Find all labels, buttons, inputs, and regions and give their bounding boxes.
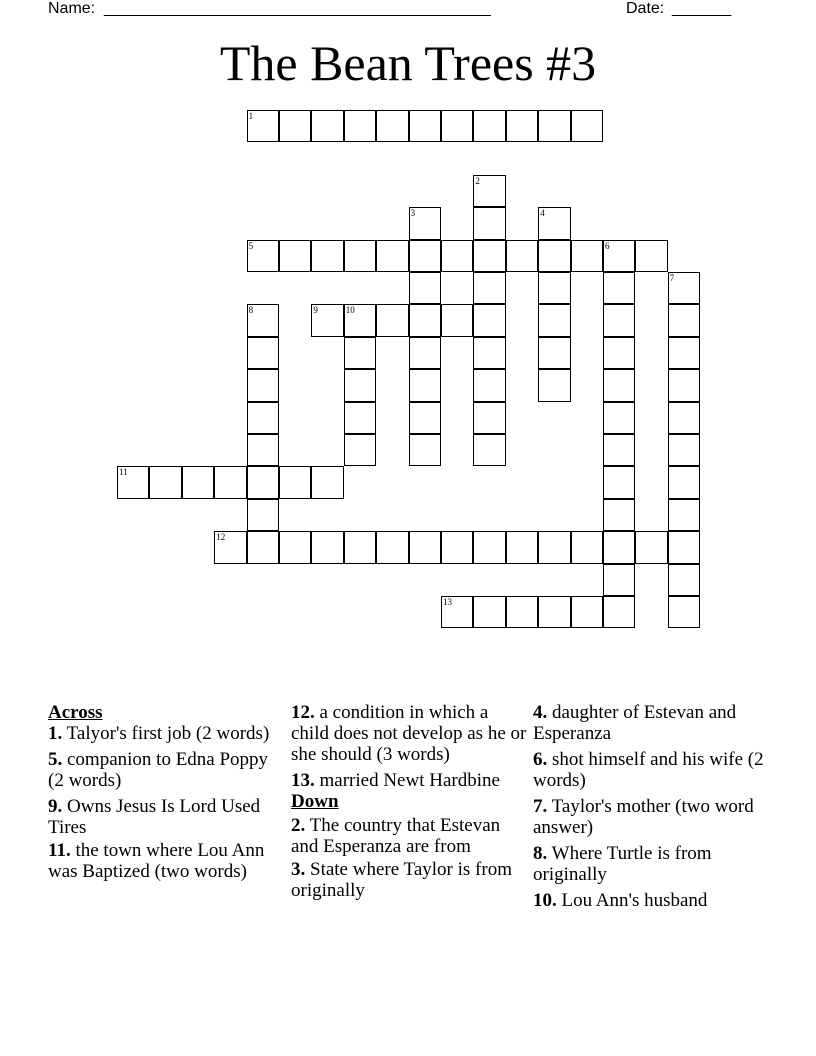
cell-number: 4 bbox=[540, 208, 545, 219]
grid-cell[interactable] bbox=[668, 499, 700, 531]
grid-cell[interactable] bbox=[603, 564, 635, 596]
grid-cell[interactable] bbox=[538, 110, 570, 142]
grid-cell[interactable] bbox=[538, 596, 570, 628]
grid-cell[interactable] bbox=[538, 240, 570, 272]
grid-cell[interactable] bbox=[538, 369, 570, 401]
grid-cell[interactable] bbox=[441, 531, 473, 563]
grid-cell[interactable] bbox=[344, 531, 376, 563]
grid-cell[interactable] bbox=[473, 175, 505, 207]
grid-cell[interactable] bbox=[571, 531, 603, 563]
cell-number: 11 bbox=[119, 467, 128, 478]
grid-cell[interactable] bbox=[311, 240, 343, 272]
grid-cell[interactable] bbox=[344, 304, 376, 336]
grid-cell[interactable] bbox=[409, 207, 441, 239]
grid-cell[interactable] bbox=[473, 596, 505, 628]
clues-column-3 bbox=[533, 702, 769, 916]
grid-cell[interactable] bbox=[571, 240, 603, 272]
grid-cell[interactable] bbox=[603, 466, 635, 498]
grid-cell[interactable] bbox=[603, 272, 635, 304]
grid-cell[interactable] bbox=[538, 531, 570, 563]
grid-cell[interactable] bbox=[279, 110, 311, 142]
grid-cell[interactable] bbox=[603, 369, 635, 401]
grid-cell[interactable] bbox=[279, 240, 311, 272]
grid-cell[interactable] bbox=[344, 402, 376, 434]
grid-cell[interactable] bbox=[409, 402, 441, 434]
clue-across-1: 1. Talyor's first job (2 words) bbox=[48, 723, 270, 744]
grid-cell[interactable] bbox=[214, 466, 246, 498]
grid-cell[interactable] bbox=[247, 304, 279, 336]
grid-cell[interactable] bbox=[668, 369, 700, 401]
grid-cell[interactable] bbox=[247, 434, 279, 466]
clue-down-6: 6. shot himself and his wife (2 words) bbox=[533, 749, 764, 791]
grid-cell[interactable] bbox=[538, 337, 570, 369]
clue-across-11: 11. the town where Lou Ann was Baptized (two words) bbox=[48, 840, 265, 882]
grid-cell[interactable] bbox=[635, 240, 667, 272]
clue-down-10: 10. Lou Ann's husband bbox=[533, 890, 708, 911]
grid-cell[interactable] bbox=[668, 434, 700, 466]
grid-cell[interactable] bbox=[571, 110, 603, 142]
grid-cell[interactable] bbox=[473, 272, 505, 304]
clues-column-1 bbox=[48, 702, 284, 887]
grid-cell[interactable] bbox=[668, 596, 700, 628]
clue-down-8: 8. Where Turtle is from originally bbox=[533, 843, 712, 885]
grid-cell[interactable] bbox=[538, 272, 570, 304]
clue-across-5: 5. companion to Edna Poppy (2 words) bbox=[48, 749, 269, 791]
grid-cell[interactable] bbox=[668, 466, 700, 498]
grid-cell[interactable] bbox=[311, 304, 343, 336]
grid-cell[interactable] bbox=[409, 434, 441, 466]
grid-cell[interactable] bbox=[603, 402, 635, 434]
grid-cell[interactable] bbox=[473, 531, 505, 563]
clue-across-12: 12. a condition in which a child does not develop as he or she should (3 words) bbox=[291, 702, 527, 765]
grid-cell[interactable] bbox=[441, 596, 473, 628]
cell-number: 2 bbox=[475, 175, 480, 186]
grid-cell[interactable] bbox=[376, 240, 408, 272]
grid-cell[interactable] bbox=[473, 369, 505, 401]
grid-cell[interactable] bbox=[668, 564, 700, 596]
puzzle-title: The Bean Trees #3 bbox=[219, 35, 597, 91]
across-heading: Across bbox=[48, 702, 103, 723]
grid-cell[interactable] bbox=[473, 110, 505, 142]
grid-cell[interactable] bbox=[344, 110, 376, 142]
grid-cell[interactable] bbox=[409, 272, 441, 304]
cell-number: 6 bbox=[605, 240, 610, 251]
grid-cell[interactable] bbox=[668, 337, 700, 369]
clue-across-13: 13. married Newt Hardbine bbox=[291, 770, 500, 791]
grid-cell[interactable] bbox=[311, 466, 343, 498]
grid-cell[interactable] bbox=[668, 531, 700, 563]
clue-down-3: 3. State where Taylor is from originally bbox=[291, 859, 512, 901]
grid-cell[interactable] bbox=[344, 434, 376, 466]
grid-cell[interactable] bbox=[279, 466, 311, 498]
grid-cell[interactable] bbox=[668, 402, 700, 434]
down-heading: Down bbox=[291, 791, 339, 812]
grid-cell[interactable] bbox=[409, 337, 441, 369]
grid-cell[interactable] bbox=[538, 304, 570, 336]
cell-number: 9 bbox=[313, 305, 318, 316]
grid-cell[interactable] bbox=[247, 402, 279, 434]
grid-cell[interactable] bbox=[603, 337, 635, 369]
grid-cell[interactable] bbox=[376, 110, 408, 142]
grid-cell[interactable] bbox=[311, 531, 343, 563]
grid-cell[interactable] bbox=[376, 531, 408, 563]
grid-cell[interactable] bbox=[247, 337, 279, 369]
grid-cell[interactable] bbox=[117, 466, 149, 498]
grid-cell[interactable] bbox=[247, 240, 279, 272]
grid-cell[interactable] bbox=[473, 207, 505, 239]
grid-cell[interactable] bbox=[247, 369, 279, 401]
grid-cell[interactable] bbox=[441, 110, 473, 142]
grid-cell[interactable] bbox=[473, 337, 505, 369]
grid-cell[interactable] bbox=[506, 240, 538, 272]
cell-number: 7 bbox=[669, 273, 675, 283]
grid-cell[interactable] bbox=[506, 531, 538, 563]
grid-cell[interactable] bbox=[538, 207, 570, 239]
grid-cell[interactable] bbox=[247, 531, 279, 563]
cell-number: 12 bbox=[216, 532, 226, 543]
grid-cell[interactable] bbox=[344, 337, 376, 369]
clue-down-2: 2. The country that Estevan and Esperanza are from bbox=[291, 815, 501, 857]
date-field-line[interactable]: _______ bbox=[672, 0, 731, 17]
grid-cell[interactable] bbox=[473, 240, 505, 272]
cell-number: 13 bbox=[443, 597, 452, 607]
grid-cell[interactable] bbox=[409, 240, 441, 272]
grid-cell[interactable] bbox=[182, 466, 214, 498]
grid-cell[interactable] bbox=[603, 434, 635, 466]
cell-number: 1 bbox=[248, 111, 254, 121]
date-label: Date: bbox=[626, 0, 665, 17]
cell-number: 8 bbox=[248, 305, 254, 316]
grid-cell[interactable] bbox=[247, 110, 279, 142]
grid-cell[interactable] bbox=[506, 596, 538, 628]
grid-cell[interactable] bbox=[279, 531, 311, 563]
cell-number: 3 bbox=[410, 208, 416, 219]
grid-cell[interactable] bbox=[344, 240, 376, 272]
grid-cell[interactable] bbox=[668, 304, 700, 336]
grid-cell[interactable] bbox=[214, 531, 246, 563]
grid-cell[interactable] bbox=[506, 110, 538, 142]
grid-cell[interactable] bbox=[635, 531, 667, 563]
grid-cell[interactable] bbox=[409, 369, 441, 401]
grid-cell[interactable] bbox=[409, 110, 441, 142]
grid-cell[interactable] bbox=[603, 499, 635, 531]
cell-number: 5 bbox=[248, 240, 254, 251]
grid-cell[interactable] bbox=[247, 499, 279, 531]
grid-cell[interactable] bbox=[571, 596, 603, 628]
grid-cell[interactable] bbox=[409, 304, 441, 336]
grid-cell[interactable] bbox=[376, 304, 408, 336]
grid-cell[interactable] bbox=[149, 466, 181, 498]
grid-cell[interactable] bbox=[311, 110, 343, 142]
clue-across-9: 9. Owns Jesus Is Lord Used Tires bbox=[48, 796, 261, 838]
grid-cell[interactable] bbox=[344, 369, 376, 401]
name-label: Name: bbox=[48, 0, 96, 17]
grid-cell[interactable] bbox=[409, 531, 441, 563]
grid-cell[interactable] bbox=[603, 596, 635, 628]
grid-cell[interactable] bbox=[603, 304, 635, 336]
name-field-line[interactable]: ______________________________________________ bbox=[104, 0, 491, 17]
grid-cell[interactable] bbox=[441, 304, 473, 336]
grid-cell[interactable] bbox=[473, 402, 505, 434]
grid-cell[interactable] bbox=[603, 531, 635, 563]
grid-cell[interactable] bbox=[668, 272, 700, 304]
grid-cell[interactable] bbox=[473, 434, 505, 466]
cell-number: 10 bbox=[345, 305, 355, 316]
grid-cell[interactable] bbox=[441, 240, 473, 272]
grid-cell[interactable] bbox=[247, 466, 279, 498]
grid-cell[interactable] bbox=[603, 240, 635, 272]
grid-cell[interactable] bbox=[473, 304, 505, 336]
clue-down-4: 4. daughter of Estevan and Esperanza bbox=[533, 702, 737, 744]
clues-column-2 bbox=[291, 702, 527, 906]
clue-down-7: 7. Taylor's mother (two word answer) bbox=[533, 796, 754, 838]
